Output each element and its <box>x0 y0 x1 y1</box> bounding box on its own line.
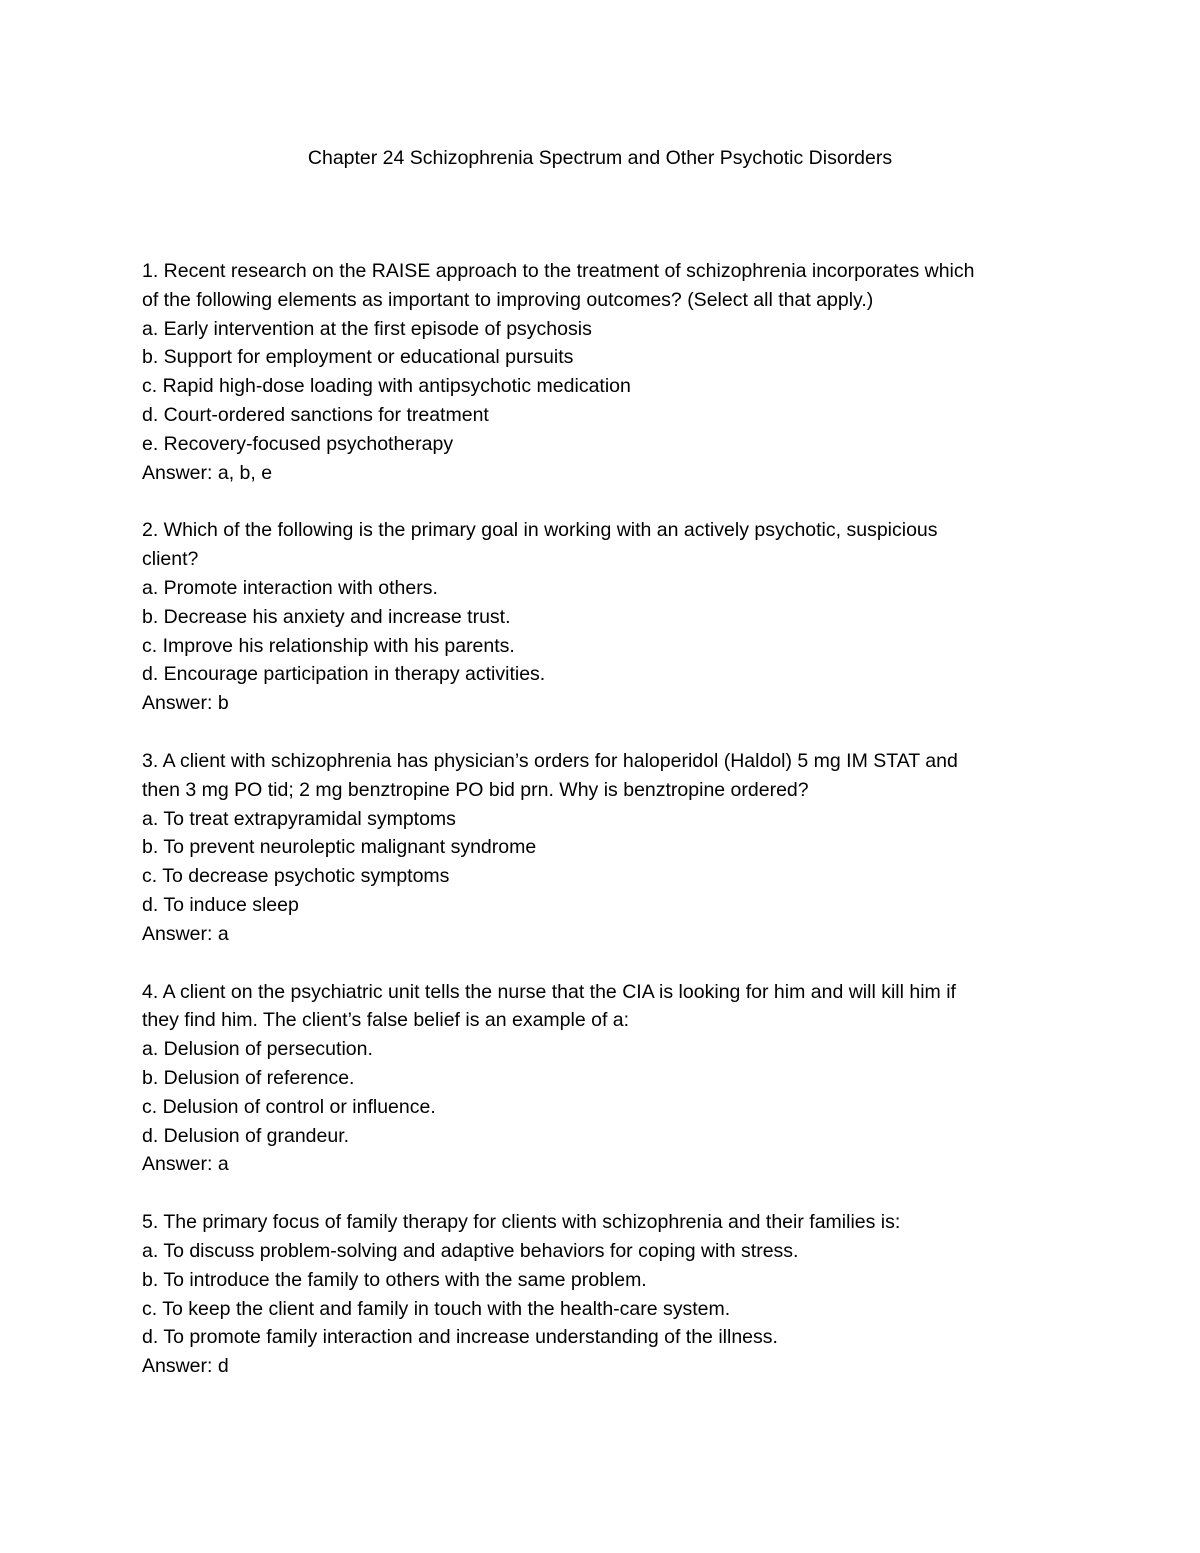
document-title: Chapter 24 Schizophrenia Spectrum and Other Psychotic Disorders <box>307 147 893 169</box>
answer-key: Answer: a <box>142 1153 229 1176</box>
answer-option-a: a. To treat extrapyramidal symptoms <box>142 807 456 830</box>
answer-key: Answer: a <box>142 922 229 945</box>
question-stem-line: of the following elements as important to improving outcomes? (Select all that apply.) <box>142 288 874 311</box>
answer-option-e: e. Recovery-focused psychotherapy <box>142 432 454 455</box>
question-5 <box>142 1208 1072 1381</box>
question-stem-line: then 3 mg PO tid; 2 mg benztropine PO bid prn. Why is benztropine ordered? <box>142 778 809 801</box>
question-3 <box>142 747 1072 949</box>
answer-option-a: a. Promote interaction with others. <box>142 576 438 599</box>
answer-option-d: d. Encourage participation in therapy activities. <box>142 663 546 686</box>
answer-option-d: d. To induce sleep <box>142 893 299 916</box>
question-stem-line: 5. The primary focus of family therapy for clients with schizophrenia and their families is: <box>142 1211 901 1234</box>
answer-option-b: b. To prevent neuroleptic malignant syndrome <box>142 836 537 859</box>
answer-option-b: b. Decrease his anxiety and increase trust. <box>142 605 511 628</box>
answer-key: Answer: d <box>142 1355 229 1378</box>
answer-key: Answer: b <box>142 692 229 715</box>
question-4 <box>142 978 1072 1180</box>
answer-option-d: d. Court-ordered sanctions for treatment <box>142 403 489 426</box>
answer-option-b: b. Delusion of reference. <box>142 1066 355 1089</box>
answer-option-a: a. Early intervention at the first episode of psychosis <box>142 317 592 340</box>
answer-option-c: c. Improve his relationship with his parents. <box>142 634 515 657</box>
answer-option-b: b. Support for employment or educational pursuits <box>142 346 574 369</box>
question-2 <box>142 516 1072 718</box>
question-1 <box>142 257 1072 487</box>
answer-key: Answer: a, b, e <box>142 461 273 484</box>
question-stem-line: 2. Which of the following is the primary goal in working with an actively psychotic, suspicious <box>142 519 938 542</box>
answer-option-c: c. Rapid high-dose loading with antipsychotic medication <box>142 375 631 398</box>
question-list <box>142 257 1072 1410</box>
question-stem-line: client? <box>142 548 199 571</box>
question-stem-line: 4. A client on the psychiatric unit tells the nurse that the CIA is looking for him and will kill him if <box>142 980 956 1003</box>
answer-option-c: c. To decrease psychotic symptoms <box>142 865 450 888</box>
answer-option-c: c. To keep the client and family in touch with the health-care system. <box>142 1297 731 1320</box>
answer-option-a: a. Delusion of persecution. <box>142 1038 373 1061</box>
question-stem-line: 1. Recent research on the RAISE approach to the treatment of schizophrenia incorporates which <box>142 260 975 282</box>
answer-option-d: d. Delusion of grandeur. <box>142 1124 350 1147</box>
question-stem-line: they find him. The client’s false belief is an example of a: <box>142 1009 630 1032</box>
question-stem-line: 3. A client with schizophrenia has physician’s orders for haloperidol (Haldol) 5 mg IM STAT and <box>142 749 958 772</box>
answer-option-b: b. To introduce the family to others with the same problem. <box>142 1268 647 1291</box>
answer-option-c: c. Delusion of control or influence. <box>142 1095 436 1118</box>
answer-option-d: d. To promote family interaction and increase understanding of the illness. <box>142 1326 778 1349</box>
answer-option-a: a. To discuss problem-solving and adaptive behaviors for coping with stress. <box>142 1239 799 1262</box>
